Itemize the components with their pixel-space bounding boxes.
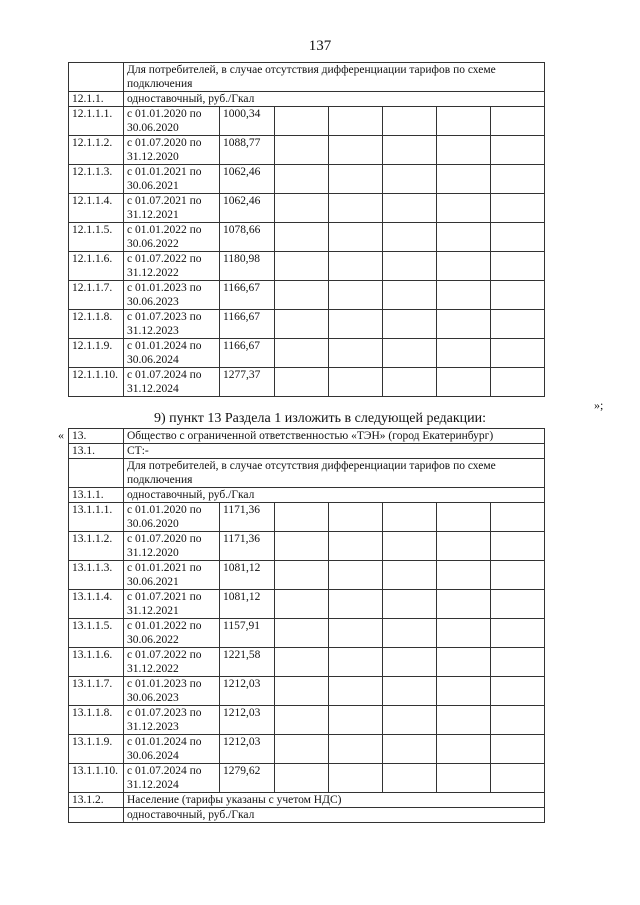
population-label: Население (тарифы указаны с учетом НДС) — [124, 793, 545, 808]
empty-cell — [491, 107, 545, 136]
tariff-row — [69, 368, 545, 397]
empty-cell — [383, 136, 437, 165]
empty-cell — [491, 561, 545, 590]
empty-cell — [329, 310, 383, 339]
empty-cell — [329, 165, 383, 194]
value-cell: 1221,58 — [220, 648, 275, 677]
group-row — [69, 92, 545, 107]
empty-cell — [437, 764, 491, 793]
empty-cell — [275, 648, 329, 677]
empty-cell — [275, 590, 329, 619]
row-code: 13.1.1.2. — [69, 532, 124, 561]
period-cell: с 01.07.2023 по 31.12.2023 — [124, 706, 220, 735]
tariff-row — [69, 194, 545, 223]
value-cell: 1000,34 — [220, 107, 275, 136]
tariff-table-2 — [68, 428, 545, 823]
empty-cell — [437, 619, 491, 648]
empty-cell — [491, 677, 545, 706]
period-cell: с 01.01.2022 по 30.06.2022 — [124, 223, 220, 252]
ct-label: СТ:- — [124, 444, 545, 459]
empty-cell — [437, 368, 491, 397]
value-cell: 1081,12 — [220, 590, 275, 619]
period-cell: с 01.01.2023 по 30.06.2023 — [124, 677, 220, 706]
empty-cell — [275, 339, 329, 368]
org-code: 13. — [69, 429, 124, 444]
empty-cell — [383, 619, 437, 648]
tariff-row — [69, 648, 545, 677]
empty-cell — [491, 223, 545, 252]
empty-cell — [383, 310, 437, 339]
empty-cell — [329, 339, 383, 368]
tariff-row — [69, 706, 545, 735]
ct-row — [69, 444, 545, 459]
empty-cell — [383, 648, 437, 677]
period-cell: с 01.07.2020 по 31.12.2020 — [124, 532, 220, 561]
org-name: Общество с ограниченной ответственностью «ТЭН» (город Екатеринбург) — [124, 429, 545, 444]
tariff-row — [69, 764, 545, 793]
value-cell: 1062,46 — [220, 194, 275, 223]
empty-cell — [329, 281, 383, 310]
empty-cell — [69, 808, 124, 823]
tariff-row — [69, 165, 545, 194]
period-cell: с 01.01.2024 по 30.06.2024 — [124, 735, 220, 764]
empty-cell — [437, 735, 491, 764]
empty-cell — [329, 223, 383, 252]
empty-cell — [275, 107, 329, 136]
empty-cell — [383, 590, 437, 619]
tariff-row — [69, 503, 545, 532]
paragraph-9: 9) пункт 13 Раздела 1 изложить в следующей редакции: — [154, 411, 486, 426]
empty-cell — [275, 165, 329, 194]
empty-cell — [491, 252, 545, 281]
empty-cell — [437, 165, 491, 194]
empty-cell — [437, 648, 491, 677]
empty-cell — [329, 764, 383, 793]
empty-cell — [329, 503, 383, 532]
group-row — [69, 488, 545, 503]
empty-cell — [437, 532, 491, 561]
row-code: 13.1.1.7. — [69, 677, 124, 706]
group-code: 13.1.1. — [69, 488, 124, 503]
empty-cell — [491, 619, 545, 648]
empty-cell — [437, 136, 491, 165]
empty-cell — [329, 619, 383, 648]
empty-cell — [275, 706, 329, 735]
period-cell: с 01.07.2020 по 31.12.2020 — [124, 136, 220, 165]
row-code: 12.1.1.9. — [69, 339, 124, 368]
empty-cell — [329, 136, 383, 165]
empty-cell — [437, 223, 491, 252]
tariff-row — [69, 252, 545, 281]
empty-cell — [329, 648, 383, 677]
org-row — [69, 429, 545, 444]
row-code: 13.1.1.6. — [69, 648, 124, 677]
empty-cell — [383, 532, 437, 561]
period-cell: с 01.07.2022 по 31.12.2022 — [124, 252, 220, 281]
empty-cell — [383, 223, 437, 252]
empty-cell — [491, 310, 545, 339]
empty-cell — [491, 532, 545, 561]
empty-cell — [437, 590, 491, 619]
population-group-label: одноставочный, руб./Гкал — [124, 808, 545, 823]
empty-cell — [491, 165, 545, 194]
group-label: одноставочный, руб./Гкал — [124, 488, 545, 503]
empty-cell — [69, 459, 124, 488]
empty-cell — [383, 252, 437, 281]
row-code: 12.1.1.7. — [69, 281, 124, 310]
empty-cell — [383, 677, 437, 706]
empty-cell — [437, 310, 491, 339]
empty-cell — [491, 339, 545, 368]
value-cell: 1166,67 — [220, 310, 275, 339]
period-cell: с 01.07.2023 по 31.12.2023 — [124, 310, 220, 339]
empty-cell — [437, 281, 491, 310]
empty-cell — [275, 619, 329, 648]
empty-cell — [275, 561, 329, 590]
empty-cell — [275, 677, 329, 706]
empty-cell — [437, 561, 491, 590]
empty-cell — [437, 194, 491, 223]
empty-cell — [491, 503, 545, 532]
empty-cell — [275, 223, 329, 252]
value-cell: 1062,46 — [220, 165, 275, 194]
empty-cell — [329, 735, 383, 764]
row-code: 12.1.1.10. — [69, 368, 124, 397]
empty-cell — [329, 532, 383, 561]
empty-cell — [383, 706, 437, 735]
opening-quote: « — [58, 428, 64, 442]
tariff-row — [69, 619, 545, 648]
empty-cell — [275, 735, 329, 764]
row-code: 13.1.1.10. — [69, 764, 124, 793]
value-cell: 1088,77 — [220, 136, 275, 165]
empty-cell — [491, 368, 545, 397]
period-cell: с 01.01.2022 по 30.06.2022 — [124, 619, 220, 648]
value-cell: 1212,03 — [220, 677, 275, 706]
empty-cell — [329, 252, 383, 281]
empty-cell — [491, 764, 545, 793]
empty-cell — [491, 648, 545, 677]
empty-cell — [275, 503, 329, 532]
empty-cell — [275, 252, 329, 281]
empty-cell — [491, 281, 545, 310]
value-cell: 1277,37 — [220, 368, 275, 397]
group-label: одноставочный, руб./Гкал — [124, 92, 545, 107]
period-cell: с 01.07.2024 по 31.12.2024 — [124, 764, 220, 793]
row-code: 12.1.1.3. — [69, 165, 124, 194]
empty-cell — [329, 677, 383, 706]
empty-cell — [491, 136, 545, 165]
empty-cell — [491, 706, 545, 735]
empty-cell — [383, 503, 437, 532]
empty-cell — [491, 735, 545, 764]
empty-cell — [491, 194, 545, 223]
period-cell: с 01.01.2020 по 30.06.2020 — [124, 107, 220, 136]
population-row — [69, 793, 545, 808]
empty-cell — [383, 165, 437, 194]
empty-cell — [329, 590, 383, 619]
page-number: 137 — [308, 38, 332, 54]
tariff-row — [69, 561, 545, 590]
value-cell: 1212,03 — [220, 706, 275, 735]
period-cell: с 01.01.2021 по 30.06.2021 — [124, 165, 220, 194]
empty-cell — [383, 764, 437, 793]
row-code: 13.1.1.4. — [69, 590, 124, 619]
tariff-row — [69, 677, 545, 706]
row-code: 13.1.1.5. — [69, 619, 124, 648]
table-header-row — [69, 459, 545, 488]
tariff-table-1 — [68, 62, 545, 397]
empty-cell — [437, 503, 491, 532]
period-cell: с 01.07.2022 по 31.12.2022 — [124, 648, 220, 677]
period-cell: с 01.01.2020 по 30.06.2020 — [124, 503, 220, 532]
period-cell: с 01.01.2021 по 30.06.2021 — [124, 561, 220, 590]
empty-cell — [437, 339, 491, 368]
row-code: 12.1.1.8. — [69, 310, 124, 339]
ct-code: 13.1. — [69, 444, 124, 459]
closing-quote: »; — [594, 398, 604, 412]
row-code: 12.1.1.1. — [69, 107, 124, 136]
row-code: 13.1.1.3. — [69, 561, 124, 590]
tariff-row — [69, 590, 545, 619]
table-header-row — [69, 63, 545, 92]
value-cell: 1157,91 — [220, 619, 275, 648]
value-cell: 1171,36 — [220, 503, 275, 532]
empty-cell — [383, 194, 437, 223]
row-code: 13.1.1.8. — [69, 706, 124, 735]
tariff-row — [69, 310, 545, 339]
group-code: 12.1.1. — [69, 92, 124, 107]
empty-cell — [329, 107, 383, 136]
tariff-row — [69, 735, 545, 764]
consumer-header: Для потребителей, в случае отсутствия дифференциации тарифов по схеме подключения — [124, 459, 545, 488]
tariff-row — [69, 339, 545, 368]
value-cell: 1180,98 — [220, 252, 275, 281]
empty-cell — [275, 764, 329, 793]
empty-cell — [69, 63, 124, 92]
empty-cell — [437, 107, 491, 136]
empty-cell — [383, 368, 437, 397]
empty-cell — [437, 677, 491, 706]
value-cell: 1166,67 — [220, 339, 275, 368]
period-cell: с 01.01.2023 по 30.06.2023 — [124, 281, 220, 310]
empty-cell — [437, 252, 491, 281]
value-cell: 1171,36 — [220, 532, 275, 561]
empty-cell — [329, 706, 383, 735]
period-cell: с 01.07.2021 по 31.12.2021 — [124, 194, 220, 223]
empty-cell — [329, 194, 383, 223]
value-cell: 1212,03 — [220, 735, 275, 764]
empty-cell — [329, 561, 383, 590]
empty-cell — [383, 281, 437, 310]
empty-cell — [275, 194, 329, 223]
empty-cell — [383, 561, 437, 590]
tariff-row — [69, 223, 545, 252]
empty-cell — [491, 590, 545, 619]
empty-cell — [275, 281, 329, 310]
row-code: 13.1.1.1. — [69, 503, 124, 532]
empty-cell — [275, 532, 329, 561]
population-code: 13.1.2. — [69, 793, 124, 808]
tariff-row — [69, 532, 545, 561]
value-cell: 1078,66 — [220, 223, 275, 252]
empty-cell — [383, 107, 437, 136]
period-cell: с 01.01.2024 по 30.06.2024 — [124, 339, 220, 368]
empty-cell — [275, 136, 329, 165]
row-code: 12.1.1.5. — [69, 223, 124, 252]
row-code: 12.1.1.2. — [69, 136, 124, 165]
period-cell: с 01.07.2024 по 31.12.2024 — [124, 368, 220, 397]
empty-cell — [383, 339, 437, 368]
row-code: 12.1.1.6. — [69, 252, 124, 281]
tariff-row — [69, 281, 545, 310]
empty-cell — [275, 368, 329, 397]
value-cell: 1279,62 — [220, 764, 275, 793]
tariff-row — [69, 107, 545, 136]
empty-cell — [275, 310, 329, 339]
tariff-row — [69, 136, 545, 165]
value-cell: 1081,12 — [220, 561, 275, 590]
consumer-header: Для потребителей, в случае отсутствия дифференциации тарифов по схеме подключения — [124, 63, 545, 92]
empty-cell — [437, 706, 491, 735]
row-code: 13.1.1.9. — [69, 735, 124, 764]
value-cell: 1166,67 — [220, 281, 275, 310]
row-code: 12.1.1.4. — [69, 194, 124, 223]
population-group-row — [69, 808, 545, 823]
empty-cell — [383, 735, 437, 764]
empty-cell — [329, 368, 383, 397]
period-cell: с 01.07.2021 по 31.12.2021 — [124, 590, 220, 619]
